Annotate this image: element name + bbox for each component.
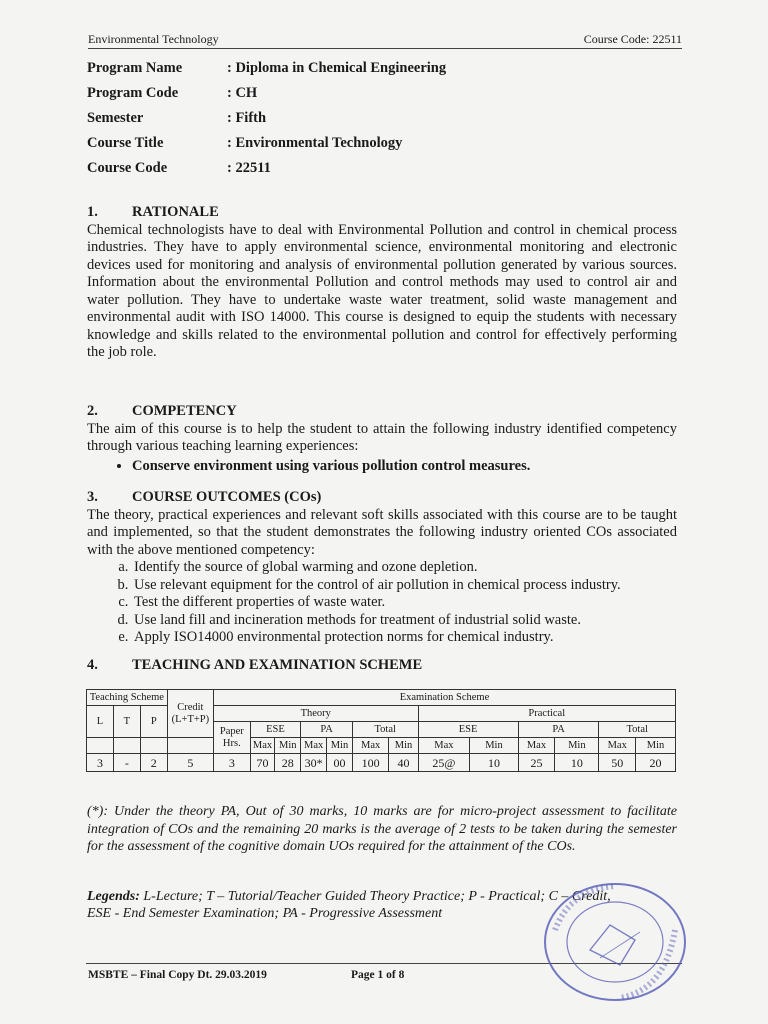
- practical-header: Practical: [418, 706, 675, 722]
- outcome-item: a. Identify the source of global warming and ozone depletion.: [132, 559, 677, 577]
- section-title: COURSE OUTCOMES (COs): [132, 489, 322, 505]
- practical-ese-header: ESE: [418, 722, 518, 738]
- detail-key: Program Name: [87, 60, 183, 76]
- blank-cell: [140, 738, 167, 754]
- teaching-scheme-header: Teaching Scheme: [87, 690, 168, 706]
- table-cell: 50: [599, 754, 636, 772]
- table-cell: -: [113, 754, 140, 772]
- section-heading: [87, 204, 677, 222]
- header-course-code: Course Code: 22511: [583, 32, 682, 46]
- table-cell: 10: [555, 754, 599, 772]
- program-detail-row: [87, 110, 446, 135]
- outcome-item: b. Use relevant equipment for the control of air pollution in chemical process industry.: [132, 577, 677, 595]
- outcomes-text: The theory, practical experiences and relevant soft skills associated with this course are to be taught and implemented, so that the student demonstrates the following industry oriented COs associated with the above mentioned competency:: [87, 506, 677, 558]
- program-detail-row: [87, 85, 446, 110]
- outcome-item: c. Test the different properties of waste water.: [132, 594, 677, 612]
- blank-cell: [113, 738, 140, 754]
- col-l: L: [87, 706, 114, 738]
- table-cell: 70: [250, 754, 275, 772]
- program-details: [87, 60, 446, 185]
- col-t: T: [113, 706, 140, 738]
- outcome-item: e. Apply ISO14000 environmental protection norms for chemical industry.: [132, 629, 677, 647]
- detail-key: Program Code: [87, 85, 179, 101]
- table-cell: 3: [214, 754, 251, 772]
- table-cell: 100: [352, 754, 389, 772]
- rationale-section: [87, 204, 677, 362]
- footnote-text: (*): Under the theory PA, Out of 30 marks, 10 marks are for micro-project assessment to facilitate integration of COs and the remaining 20 marks is the average of 2 tests to be taken during the semester for the assessment of the cognitive domain UOs required for the attainment of the COs.: [87, 804, 677, 854]
- footer-page-number: Page 1 of 8: [351, 969, 405, 981]
- table-cell: 3: [87, 754, 114, 772]
- detail-key: Course Code: [87, 160, 168, 176]
- blank-cell: [167, 738, 213, 754]
- min-header: Min: [327, 738, 353, 754]
- col-p: P: [140, 706, 167, 738]
- legend-label: Legends:: [87, 889, 140, 904]
- outcome-item: d. Use land fill and incineration methods for treatment of industrial solid waste.: [132, 612, 677, 630]
- max-header: Max: [599, 738, 636, 754]
- table-row: [87, 754, 676, 772]
- max-header: Max: [352, 738, 389, 754]
- section-number: 3.: [87, 489, 98, 505]
- table-cell: 2: [140, 754, 167, 772]
- section-number: 4.: [87, 657, 98, 673]
- detail-value: : CH: [227, 85, 258, 101]
- max-header: Max: [518, 738, 555, 754]
- rationale-text: Chemical technologists have to deal with Environmental Pollution and control in chemical process industries. They have to apply environmental science, environmental monitoring and electronic devices used for monitoring and analysis of environmental pollution generated by various sources. Information about the environmental Pollution and control methods may used to control air and water pollution. They have to undertake waste water treatment, solid waste management and environmental audit with ISO 14000. This course is designed to equip the students with necessary knowledge and skills related to the environmental pollution and control for effectively performing the job role.: [87, 221, 677, 360]
- board-seal-stamp: [540, 880, 690, 1005]
- table-cell: 28: [275, 754, 301, 772]
- min-header: Min: [389, 738, 418, 754]
- section-number: 1.: [87, 204, 98, 220]
- detail-key: Semester: [87, 110, 144, 126]
- program-detail-row: [87, 160, 446, 185]
- table-cell: 00: [327, 754, 353, 772]
- theory-header: Theory: [214, 706, 419, 722]
- scheme-section: [87, 657, 677, 675]
- table-cell: 10: [470, 754, 518, 772]
- practical-pa-header: PA: [518, 722, 599, 738]
- legend-line-2: ESE - End Semester Examination; PA - Progressive Assessment: [87, 906, 443, 921]
- scheme-table: [86, 689, 676, 772]
- page-header: [88, 30, 682, 49]
- section-heading: [87, 489, 677, 507]
- max-header: Max: [301, 738, 327, 754]
- theory-ese-header: ESE: [250, 722, 301, 738]
- section-number: 2.: [87, 403, 98, 419]
- detail-key: Course Title: [87, 135, 164, 151]
- table-cell: 40: [389, 754, 418, 772]
- table-cell: 25@: [418, 754, 470, 772]
- section-heading: [87, 657, 677, 675]
- section-title: TEACHING AND EXAMINATION SCHEME: [132, 657, 423, 673]
- table-cell: 5: [167, 754, 213, 772]
- program-detail-row: [87, 135, 446, 160]
- table-cell: 20: [636, 754, 676, 772]
- detail-value: : Environmental Technology: [227, 135, 403, 151]
- section-title: RATIONALE: [132, 204, 219, 220]
- competency-list: [87, 458, 677, 476]
- blank-cell: [87, 738, 114, 754]
- section-title: COMPETENCY: [132, 403, 237, 419]
- program-detail-row: [87, 60, 446, 85]
- credit-header: Credit (L+T+P): [167, 690, 213, 738]
- theory-pa-header: PA: [301, 722, 353, 738]
- paper-hrs-header: Paper Hrs.: [214, 722, 251, 754]
- section-heading: [87, 403, 677, 421]
- legend-text: L-Lecture; T – Tutorial/Teacher Guided Theory Practice; P - Practical; C – Credit,: [139, 889, 611, 904]
- header-course-title: Environmental Technology: [88, 32, 219, 46]
- max-header: Max: [418, 738, 470, 754]
- detail-value: : Fifth: [227, 110, 267, 126]
- min-header: Min: [275, 738, 301, 754]
- min-header: Min: [555, 738, 599, 754]
- competency-text: The aim of this course is to help the student to attain the following industry identified competency through various teaching learning experiences:: [87, 420, 677, 454]
- theory-total-header: Total: [352, 722, 418, 738]
- competency-item: • Conserve environment using various pollution control measures.: [132, 458, 677, 476]
- footer-copy-date: MSBTE – Final Copy Dt. 29.03.2019: [88, 969, 267, 981]
- min-header: Min: [470, 738, 518, 754]
- examination-scheme-header: Examination Scheme: [214, 690, 676, 706]
- min-header: Min: [636, 738, 676, 754]
- competency-section: [87, 403, 677, 475]
- practical-total-header: Total: [599, 722, 676, 738]
- table-cell: 25: [518, 754, 555, 772]
- detail-value: : 22511: [227, 160, 271, 176]
- detail-value: : Diploma in Chemical Engineering: [227, 60, 447, 76]
- course-outcomes-section: [87, 489, 677, 647]
- outcomes-list: [87, 559, 677, 647]
- table-cell: 30*: [301, 754, 327, 772]
- max-header: Max: [250, 738, 275, 754]
